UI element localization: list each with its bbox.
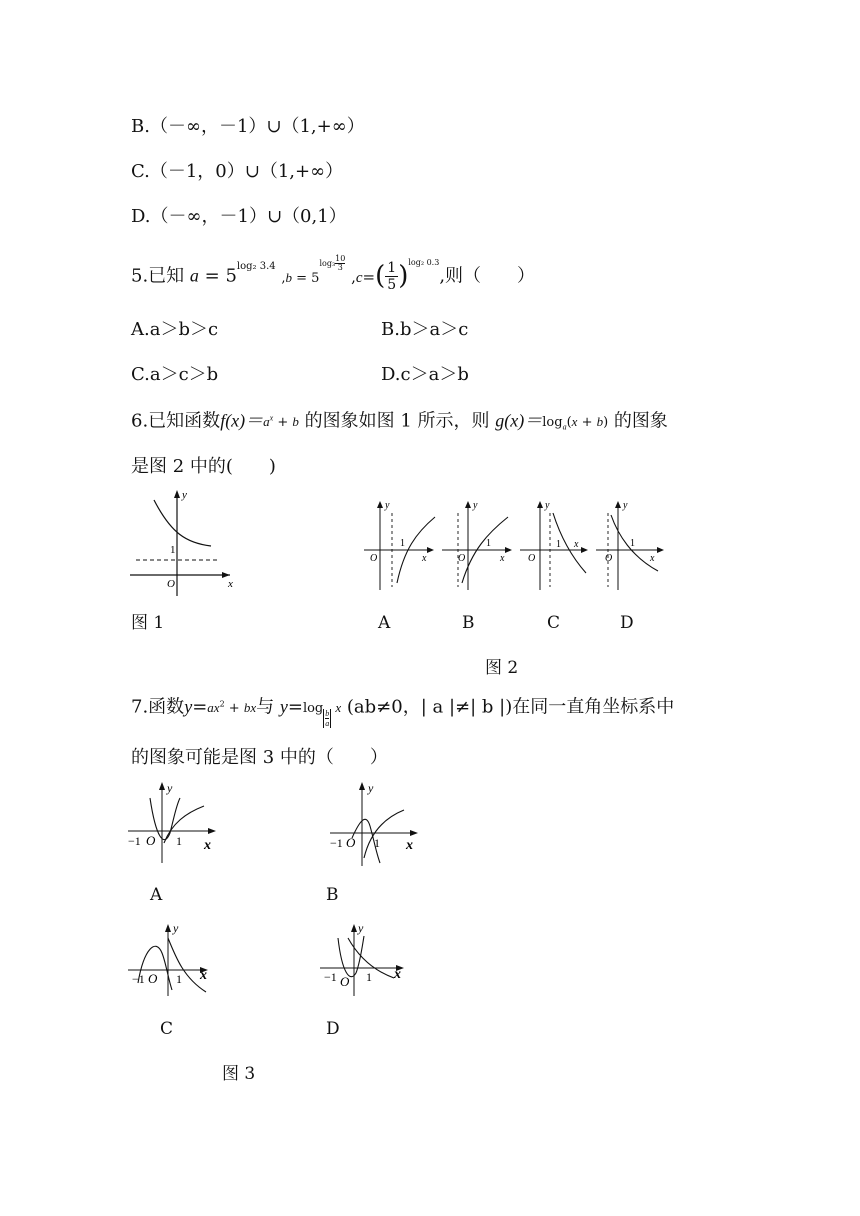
- fig1-origin-label: O: [167, 578, 175, 590]
- svg-text:−1: −1: [324, 970, 337, 984]
- svg-text:O: O: [370, 553, 378, 564]
- fig3-label-b: B: [326, 885, 339, 905]
- svg-text:x: x: [406, 838, 413, 853]
- q6-g-expr: g(x)＝: [495, 410, 543, 431]
- q7-part1: 7.函数: [131, 696, 185, 718]
- fig2-label-d: D: [620, 613, 634, 633]
- q6-stem-line2: 是图 2 中的( ): [131, 456, 276, 477]
- figure-2: [360, 495, 670, 595]
- q6-stem-line1: 6.已知函数$f(x)=a^x + b$ 的图象如图 1 所示，则 $g(x)=\log_a(x + b)$ 的图象: [131, 410, 668, 432]
- q6-f-expr: f(x)＝: [220, 410, 264, 431]
- q5-base-a: 5: [225, 265, 237, 287]
- q5-exp-b-log: log₃: [319, 258, 336, 268]
- svg-text:x: x: [422, 553, 427, 564]
- q4-option-d: D.（－∞，－1）∪（0,1）: [131, 206, 347, 227]
- q5-option-a: A.a＞b＞c: [131, 319, 219, 340]
- figure-1: [126, 488, 238, 598]
- svg-text:x: x: [500, 553, 505, 564]
- q5-base-b: 5: [311, 270, 320, 286]
- fig2-label-b: B: [462, 613, 475, 633]
- q6-part3: 的图象: [613, 410, 668, 432]
- fig2-graph-d: [596, 500, 664, 590]
- svg-text:y: y: [545, 500, 550, 511]
- q5-suffix: ,则（ ）: [439, 265, 536, 287]
- svg-text:1: 1: [556, 539, 561, 550]
- svg-text:−1: −1: [132, 972, 145, 986]
- svg-text:x: x: [574, 539, 579, 550]
- q5-exp-c: log₂ 0.3: [408, 257, 440, 267]
- q5-option-d: D.c＞a＞b: [381, 364, 469, 385]
- fig1-y-label: y: [182, 489, 187, 501]
- q6-part2: 的图象如图 1 所示，则: [304, 410, 490, 432]
- svg-text:O: O: [340, 974, 350, 989]
- fig2-graph-c: [520, 500, 588, 590]
- q5-prefix: 5.已知: [131, 265, 185, 287]
- q6-part1: 6.已知函数: [131, 410, 221, 432]
- fig3-graph-a: [128, 781, 216, 863]
- figure-3: [124, 778, 424, 998]
- svg-text:O: O: [146, 833, 156, 848]
- fig1-one-label: 1: [170, 544, 176, 556]
- q7-stem-line1: 7.函数$y=ax^2$ + bx与 y=log $_{\frac{b}{a}}$ x (ab≠0，| a |≠| b |)在同一直角坐标系中: [131, 696, 675, 729]
- svg-text:O: O: [528, 553, 536, 564]
- fig1-x-label: x: [228, 578, 233, 590]
- fig2-graph-a: [364, 500, 435, 590]
- svg-text:y: y: [623, 500, 628, 511]
- q5-exp-a: log₂ 3.4: [236, 260, 276, 272]
- fig2-graph-b: [442, 500, 512, 590]
- svg-text:y: y: [368, 781, 374, 795]
- q7-part2: (ab≠0，| a |≠| b |)在同一直角坐标系中: [346, 696, 675, 718]
- q4-option-b: B.（－∞，－1）∪（1,+∞）: [131, 116, 365, 137]
- fig3-graph-b: [330, 781, 418, 866]
- svg-text:y: y: [167, 781, 173, 795]
- svg-text:O: O: [148, 971, 158, 986]
- svg-text:1: 1: [486, 538, 491, 549]
- svg-text:O: O: [346, 835, 356, 850]
- svg-text:y: y: [173, 921, 179, 935]
- fig3-graph-c: [128, 921, 208, 996]
- svg-text:x: x: [200, 968, 207, 983]
- fig3-label-d: D: [326, 1019, 340, 1039]
- q5-frac-num: 1: [387, 260, 397, 276]
- svg-text:y: y: [358, 921, 364, 935]
- q5-frac-den: 5: [387, 277, 397, 293]
- svg-text:1: 1: [630, 538, 635, 549]
- svg-text:1: 1: [176, 972, 182, 986]
- svg-text:y: y: [473, 500, 478, 511]
- svg-text:x: x: [650, 553, 655, 564]
- fig2-caption: 图 2: [485, 658, 519, 678]
- fig3-graph-d: [320, 921, 404, 996]
- svg-text:O: O: [605, 553, 613, 564]
- svg-text:−1: −1: [128, 834, 141, 848]
- svg-text:x: x: [394, 967, 401, 982]
- svg-text:1: 1: [176, 834, 182, 848]
- svg-text:1: 1: [400, 538, 405, 549]
- svg-text:1: 1: [374, 836, 380, 850]
- svg-text:O: O: [458, 553, 466, 564]
- svg-text:−1: −1: [330, 836, 343, 850]
- q5-exp-b-num: 10: [335, 254, 346, 263]
- fig2-label-a: A: [378, 613, 391, 633]
- q5-stem: 5.已知 $a = 5^{log_2 3.4}$ $,b = 5^{log_3 \frac{10}{3}}$ ,c=( $\frac{1}{5}$ )$^{log_2 0.3}$,则（ ）: [131, 254, 536, 293]
- fig1-caption: 图 1: [131, 613, 165, 633]
- fig3-caption: 图 3: [222, 1064, 256, 1084]
- q4-option-c: C.（－1，0）∪（1,+∞）: [131, 161, 344, 182]
- q5-option-b: B.b＞a＞c: [381, 319, 469, 340]
- svg-text:y: y: [385, 500, 390, 511]
- fig3-label-a: A: [150, 885, 163, 905]
- fig2-label-c: C: [547, 613, 561, 633]
- svg-text:x: x: [204, 838, 211, 853]
- q7-stem-line2: 的图象可能是图 3 中的（ ）: [131, 747, 388, 768]
- svg-text:1: 1: [366, 970, 372, 984]
- q5-exp-b-den: 3: [337, 263, 343, 272]
- q5-option-c: C.a＞c＞b: [131, 364, 219, 385]
- fig3-label-c: C: [160, 1019, 174, 1039]
